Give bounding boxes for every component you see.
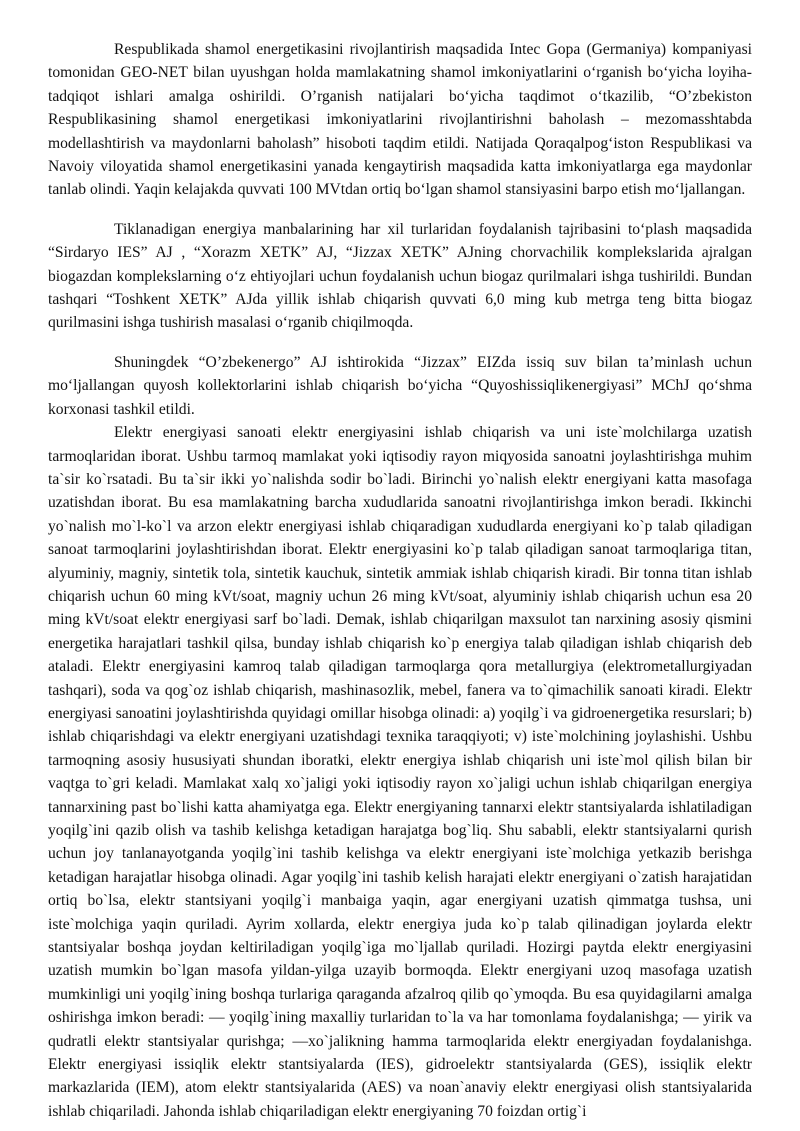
paragraph-solar-collectors: Shuningdek “O’zbekenergo” AJ ishtirokida “Jizzax” EIZda issiq suv bilan ta’minlash uchun mo‘ljallangan quyosh kollektorlarini ishlab chiqarish bo‘yicha “Quyoshissiqlikenergiyasi” MChJ qo‘shma korxonasi tashkil etildi. xyxy=(48,353,752,418)
paragraph-biogas: Tiklanadigan energiya manbalarining har xil turlaridan foydalanish tajribasini to‘plash maqsadida “Sirdaryo IES” AJ , “Xorazm XETK” AJ, “Jizzax XETK” AJning chorvachilik komplekslarida ajralgan biogazdan komplekslarning o‘z ehtiyojlari uchun foydalanish uchun biogaz qurilmalari ishga tushirildi. Bundan tashqari “Toshkent XETK” AJda yillik ishlab chiqarish quvvati 6,0 ming kub metrga teng bitta biogaz qurilmasini ishga tushirish masalasi o‘rganib chiqilmoqda. xyxy=(48,220,752,332)
paragraph-wind-energy: Respublikada shamol energetikasini rivojlantirish maqsadida Intec Gopa (Germaniya) kompaniyasi tomonidan GEO-NET bilan uyushgan holda mamlakatning shamol imkoniyatlarini o‘rganish bo‘yicha loyiha-tadqiqot ishlari amalga oshirildi. O’rganish natijalari bo‘yicha taqdimot o‘tkazilib, “O’zbekiston Respublikasining shamol energetikasi imkoniyatlarini rivojlantirishni baholash – mezomasshtabda modellashtirish va maydonlarni baholash” hisoboti taqdim etildi. Natijada Qoraqalpog‘iston Respublikasi va Navoiy viloyatida shamol energetikasini yanada kengaytirish maqsadida katta imkoniyatlarga ega maydonlar tanlab olindi. Yaqin kelajakda quvvati 100 MVtdan ortiq bo‘lgan shamol stansiyasini barpo etish mo‘ljallangan. xyxy=(48,41,752,199)
paragraph-electric-power-industry: Elektr energiyasi sanoati elektr energiyasini ishlab chiqarish va uni iste`molchilarga uzatish tarmoqlaridan iborat. Ushbu tarmoq mamlakat yoki iqtisodiy rayon miqyosida sanoatni joylashtirishga muhim ta`sir ko`rsatadi. Bu ta`sir ikki yo`nalishda sodir bo`ladi. Birinchi yo`nalish elektr energiyani katta masofaga uzatishdan iborat. Bu esa mamlakatning barcha xududlarida sanoatni rivojlantirishga imkon beradi. Ikkinchi yo`nalish mo`l-ko`l va arzon elektr energiyasi ishlab chiqaradigan xududlarda energiyani ko`p talab qiladigan sanoat tarmoqlarini joylashtirishdan iborat. Elektr energiyasini ko`p talab qiladigan sanoat tarmoqlariga titan, alyuminiy, magniy, sintetik tola, sintetik kauchuk, sintetik ammiak ishlab chiqarish kiradi. Bir tonna titan ishlab chiqarish uchun 60 ming kVt/soat, magniy uchun 26 ming kVt/soat, alyuminiy ishlab chiqarish uchun esa 20 ming kVt/soat elektr energiyasi sarf bo`ladi. Demak, ishlab chiqarilgan maxsulot tan narxining asosiy qismini energetika harajatlari tashkil qilsa, bunday ishlab chiqarish ko`p energiya talab qiladigan ishlab chiqarish deb ataladi. Elektr energiyasini kamroq talab qiladigan tarmoqlarga qora metallurgiya (elektrometallurgiyadan tashqari), soda va qog`oz ishlab chiqarish, mashinasozlik, mebel, fanera va to`qimachilik sanoati kiradi. Elektr energiyasi sanoatini joylashtirishda quyidagi omillar hisobga olinadi: a) yoqilg`i va gidroenergetika resurslari; b) ishlab chiqarishdagi va elektr energiyani uzatishdagi texnika taraqqiyoti; v) iste`molchining joylashishi. Ushbu tarmoqning asosiy hususiyati shundan iboratki, elektr energiya ishlab chiqarish uni iste`mol qilish bilan bir vaqtga to`gri keladi. Mamlakat xalq xo`jaligi yoki iqtisodiy rayon xo`jaligi uchun ishlab chiqarilgan energiya tannarxining past bo`lishi katta ahamiyatga ega. Elektr energiyaning tannarxi elektr stantsiyalarda ishlatiladigan yoqilg`ini qazib olish va tashib kelishga ketadigan harajatga bog`liq. Shu sababli, elektr stantsiyalarni qurish uchun joy tanlanayotganda yoqilg`ini tashib kelishga va elektr energiyani iste`molchiga yetkazib berishga ketadigan harajatlar hisobga olinadi. Agar yoqilg`ini tashib kelish harajati elektr energiyani o`zatish harajatidan ortiq bo`lsa, elektr stantsiyani yoqilg`i manbaiga yaqin, agar energiyani uzatish qimmatga tushsa, uni iste`molchiga yaqin quriladi. Ayrim xollarda, elektr energiya juda ko`p talab qilinadigan joylarda elektr stantsiyalar boshqa joydan keltiriladigan yoqilg`iga mo`ljallab quriladi. Hozirgi paytda elektr energiyasini uzatish mumkin bo`lgan masofa yildan-yilga uzayib bormoqda. Elektr energiyani uzoq masofaga uzatish mumkinligi uni yoqilg`ining boshqa turlariga qaraganda afzalroq qilib qo`ymoqda. Bu esa quyidagilarni amalga oshirishga imkon beradi: — yoqilg`ining maxalliy turlaridan to`la va har tomonlama foydalanishga; — yirik va qudratli elektr stantsiyalar qurishga; —xo`jalikning hamma tarmoqlarida elektr energiyadan foydalanishga. Elektr energiyasi issiqlik elektr stantsiyalarda (IES), gidroelektr stantsiyalarda (GES), issiqlik elektr markazlarida (IEM), atom elektr stantsiyalarida (AES) va noan`anaviy elektr energiyasi olish stantsiyalarida ishlab chiqariladi. Jahonda ishlab chiqariladigan elektr energiyaning 70 foizdan ortig`i xyxy=(48,424,752,1120)
document-page xyxy=(48,38,752,1123)
